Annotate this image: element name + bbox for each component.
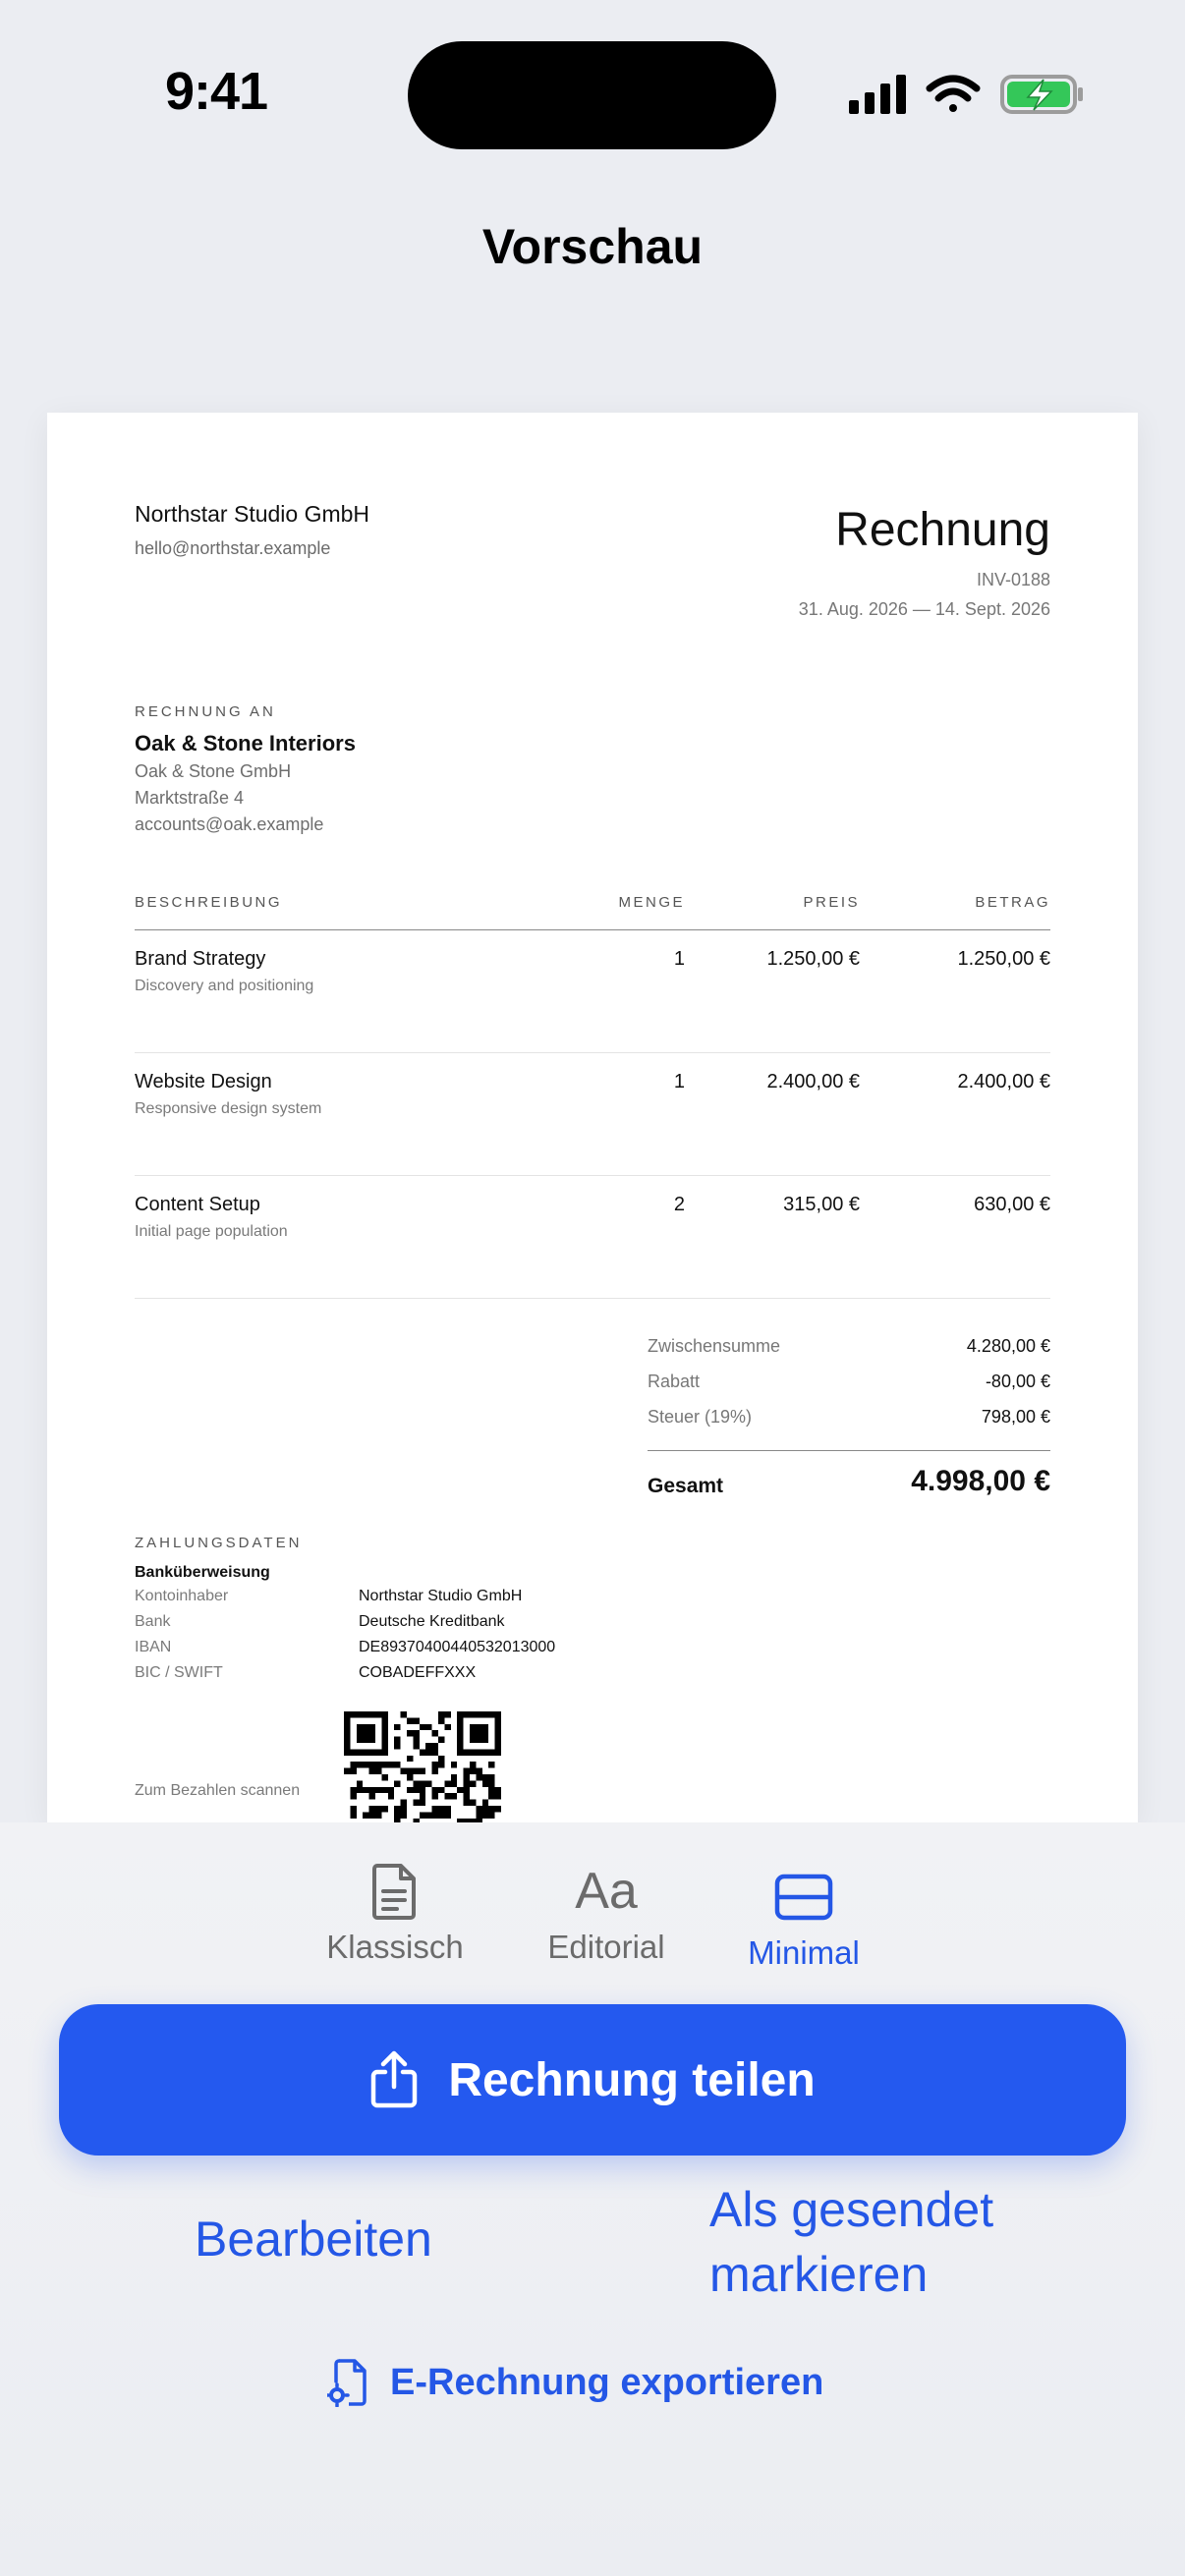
template-picker [0, 1862, 1185, 1975]
column-description: BESCHREIBUNG [135, 894, 283, 911]
seller-name: Northstar Studio GmbH [135, 501, 370, 527]
template-label: Editorial [547, 1929, 665, 1965]
tax-label: Steuer (19%) [648, 1407, 753, 1427]
item-description: Discovery and positioning [135, 978, 314, 994]
bic-label: BIC / SWIFT [135, 1664, 223, 1681]
payment-row [135, 1664, 724, 1690]
export-e-invoice-button[interactable] [327, 2358, 823, 2407]
document-gear-icon [327, 2358, 370, 2407]
tax-row [648, 1407, 1050, 1442]
share-icon [369, 2050, 419, 2109]
text-aa-icon: Aa [575, 1863, 638, 1920]
document-icon [372, 1862, 418, 1921]
discount-label: Rabatt [648, 1372, 701, 1391]
status-icons [847, 71, 1083, 120]
payment-details [135, 1588, 724, 1690]
bank-value: Deutsche Kreditbank [359, 1613, 505, 1630]
table-row [135, 1053, 1050, 1176]
item-name: Website Design [135, 1071, 272, 1092]
client-street: Marktstraße 4 [135, 788, 245, 808]
item-quantity: 1 [673, 1071, 685, 1092]
template-label: Klassisch [326, 1929, 464, 1965]
share-invoice-button[interactable] [59, 2004, 1126, 2156]
total-row [648, 1463, 1050, 1522]
payment-row [135, 1613, 724, 1639]
table-row [135, 1176, 1050, 1299]
item-price: 2.400,00 € [766, 1071, 860, 1092]
dynamic-island [408, 41, 776, 149]
page-title: Vorschau [481, 219, 704, 274]
holder-value: Northstar Studio GmbH [359, 1588, 523, 1604]
invoice-preview [47, 413, 1138, 1822]
tax-value: 798,00 € [981, 1407, 1050, 1427]
signal-icon [849, 75, 906, 114]
payment-method: Banküberweisung [135, 1564, 270, 1581]
share-button-label: Rechnung teilen [448, 2053, 816, 2106]
iban-label: IBAN [135, 1639, 172, 1655]
invoice-number: INV-0188 [976, 570, 1050, 589]
column-price: PREIS [803, 894, 860, 911]
item-amount: 1.250,00 € [957, 948, 1050, 970]
totals-block [648, 1336, 1050, 1522]
client-company: Oak & Stone GmbH [135, 761, 292, 781]
template-label: Minimal [748, 1934, 860, 1971]
column-amount: BETRAG [975, 894, 1050, 911]
item-name: Brand Strategy [135, 948, 266, 970]
subtotal-label: Zwischensumme [648, 1336, 781, 1356]
client-name: Oak & Stone Interiors [135, 731, 356, 756]
column-quantity: MENGE [618, 894, 685, 911]
discount-row [648, 1372, 1050, 1407]
discount-value: -80,00 € [985, 1372, 1050, 1391]
seller-email: hello@northstar.example [135, 538, 331, 558]
template-option-klassisch[interactable] [297, 1862, 493, 1966]
totals-divider [648, 1450, 1050, 1451]
bic-value: COBADEFFXXX [359, 1664, 477, 1681]
item-quantity: 1 [673, 948, 685, 970]
line-items-table [135, 894, 1050, 1299]
client-email: accounts@oak.example [135, 814, 324, 834]
edit-button[interactable]: Bearbeiten [195, 2212, 432, 2267]
item-quantity: 2 [673, 1194, 685, 1215]
template-option-editorial[interactable] [508, 1862, 705, 1966]
card-icon [774, 1868, 833, 1927]
item-price: 1.250,00 € [766, 948, 860, 970]
subtotal-value: 4.280,00 € [966, 1336, 1050, 1356]
item-name: Content Setup [135, 1194, 260, 1215]
status-time: 9:41 [165, 62, 268, 121]
scan-label: Zum Bezahlen scannen [135, 1782, 301, 1799]
subtotal-row [648, 1336, 1050, 1372]
invoice-dates: 31. Aug. 2026 — 14. Sept. 2026 [798, 599, 1050, 619]
table-header [135, 894, 1050, 930]
item-amount: 630,00 € [974, 1194, 1050, 1215]
battery-icon [1002, 77, 1083, 112]
payment-row [135, 1639, 724, 1664]
payment-row [135, 1588, 724, 1613]
invoice-title: Rechnung [835, 504, 1050, 556]
item-amount: 2.400,00 € [957, 1071, 1050, 1092]
wifi-icon [930, 79, 977, 112]
iban-value: DE89370400440532013000 [359, 1639, 556, 1655]
payment-label: ZAHLUNGSDATEN [135, 1535, 303, 1551]
total-value: 4.998,00 € [911, 1465, 1050, 1497]
total-label: Gesamt [648, 1475, 724, 1497]
payment-qr-code [344, 1711, 501, 1822]
holder-label: Kontoinhaber [135, 1588, 229, 1604]
bank-label: Bank [135, 1613, 171, 1630]
item-description: Responsive design system [135, 1100, 322, 1117]
bill-to-label: RECHNUNG AN [135, 703, 276, 720]
export-label: E-Rechnung exportieren [390, 2361, 824, 2403]
mark-as-sent-button[interactable]: Als gesendet markieren [709, 2182, 994, 2302]
table-row [135, 930, 1050, 1053]
item-price: 315,00 € [783, 1194, 860, 1215]
item-description: Initial page population [135, 1223, 288, 1240]
template-option-minimal[interactable] [705, 1862, 902, 1972]
